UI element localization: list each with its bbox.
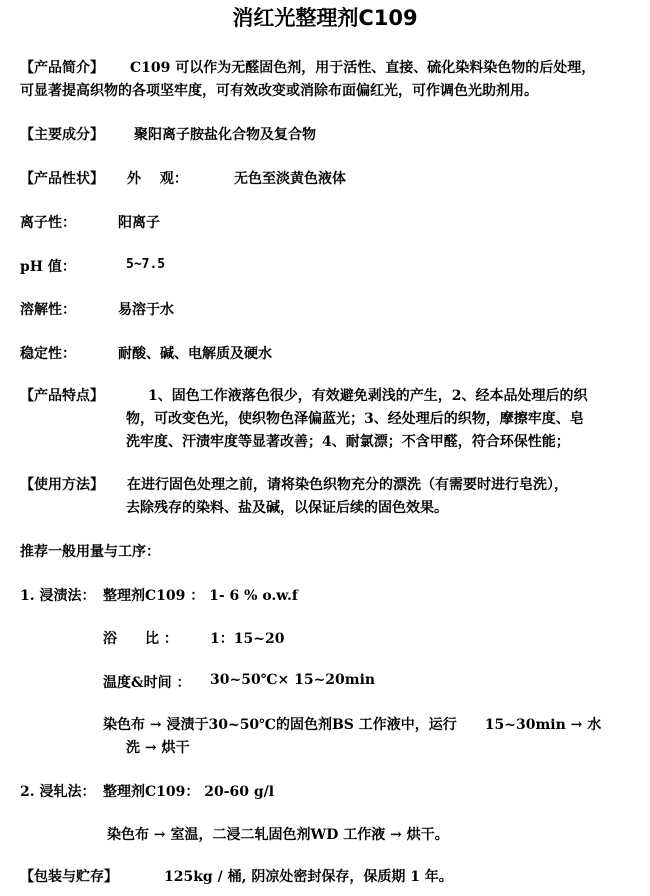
packaging-value: 125kg / 桶, 阴凉处密封保存，保质期 1 年。 [164, 869, 453, 885]
ionic-value: 阳离子 [118, 215, 160, 231]
composition-header: 【主要成分】 [20, 127, 104, 143]
stability-label: 稳定性： [20, 346, 76, 362]
method2-label: 2. 浸轧法： [20, 784, 96, 800]
method1-temp-value: 30~50℃× 15~20min [210, 672, 376, 688]
ionic-label: 离子性： [20, 215, 76, 231]
method1-ratio-label: 浴 比 ： [103, 631, 178, 647]
features-line1: 1、固色工作液落色很少，有效避免剥浅的产生，2、经本品处理后的织 [148, 388, 588, 404]
packaging-header: 【包装与贮存】 [20, 869, 118, 885]
method1-ratio-value: 1：15~20 [210, 631, 285, 647]
features-line3: 洗牢度、汗渍牢度等显著改善；4、耐氯漂；不含甲醛，符合环保性能； [126, 434, 570, 450]
features-header: 【产品特点】 [20, 388, 104, 404]
usage-line2: 去除残存的染料、盐及碱，以保证后续的固色效果。 [126, 500, 448, 516]
intro-line2: 可显著提高织物的各项坚牢度，可有效改变或消除布面偏红光，可作调色光助剂用。 [20, 83, 538, 99]
method1-process-line1: 染色布 → 浸渍于30~50℃的固色剂BS 工作液中，运行 15~30min → 水 [103, 717, 602, 733]
method1-dose: 整理剂C109 ： 1- 6 % o.w.f [103, 588, 298, 604]
ph-label: pH 值： [20, 259, 76, 275]
usage-line1: 在进行固色处理之前，请将染色织物充分的漂洗（有需要时进行皂洗）， [127, 477, 568, 493]
recommend-heading: 推荐一般用量与工序： [20, 544, 160, 560]
title-code: C109 [358, 6, 418, 30]
title-main: 消红光整理剂 [232, 5, 359, 30]
method1-temp-label: 温度&时间 ： [103, 675, 191, 691]
appearance-value: 无色至淡黄色液体 [234, 171, 346, 187]
method1-label: 1. 浸渍法： [20, 588, 96, 604]
properties-header: 【产品性状】 [20, 171, 104, 187]
intro-line1: C109 可以作为无醛固色剂，用于活性、直接、硫化染料染色物的后处理， [130, 60, 596, 76]
appearance-label: 外 观： [127, 171, 188, 187]
composition-value: 聚阳离子胺盐化合物及复合物 [134, 127, 316, 143]
solubility-label: 溶解性： [20, 302, 76, 318]
method1-process-line2: 洗 → 烘干 [126, 740, 190, 756]
features-line2: 物，可改变色光，使织物色泽偏蓝光；3、经处理后的织物，摩擦牢度、皂 [126, 411, 584, 427]
intro-header: 【产品简介】 [20, 60, 104, 76]
method2-process: 染色布 → 室温，二浸二轧固色剂WD 工作液 → 烘干。 [107, 827, 449, 843]
method2-dose: 整理剂C109： 20-60 g/l [103, 784, 275, 800]
page-title [0, 2, 650, 32]
usage-header: 【使用方法】 [20, 477, 104, 493]
stability-value: 耐酸、碱、电解质及硬水 [118, 346, 272, 362]
solubility-value: 易溶于水 [118, 302, 174, 318]
ph-value: 5~7.5 [126, 257, 166, 272]
